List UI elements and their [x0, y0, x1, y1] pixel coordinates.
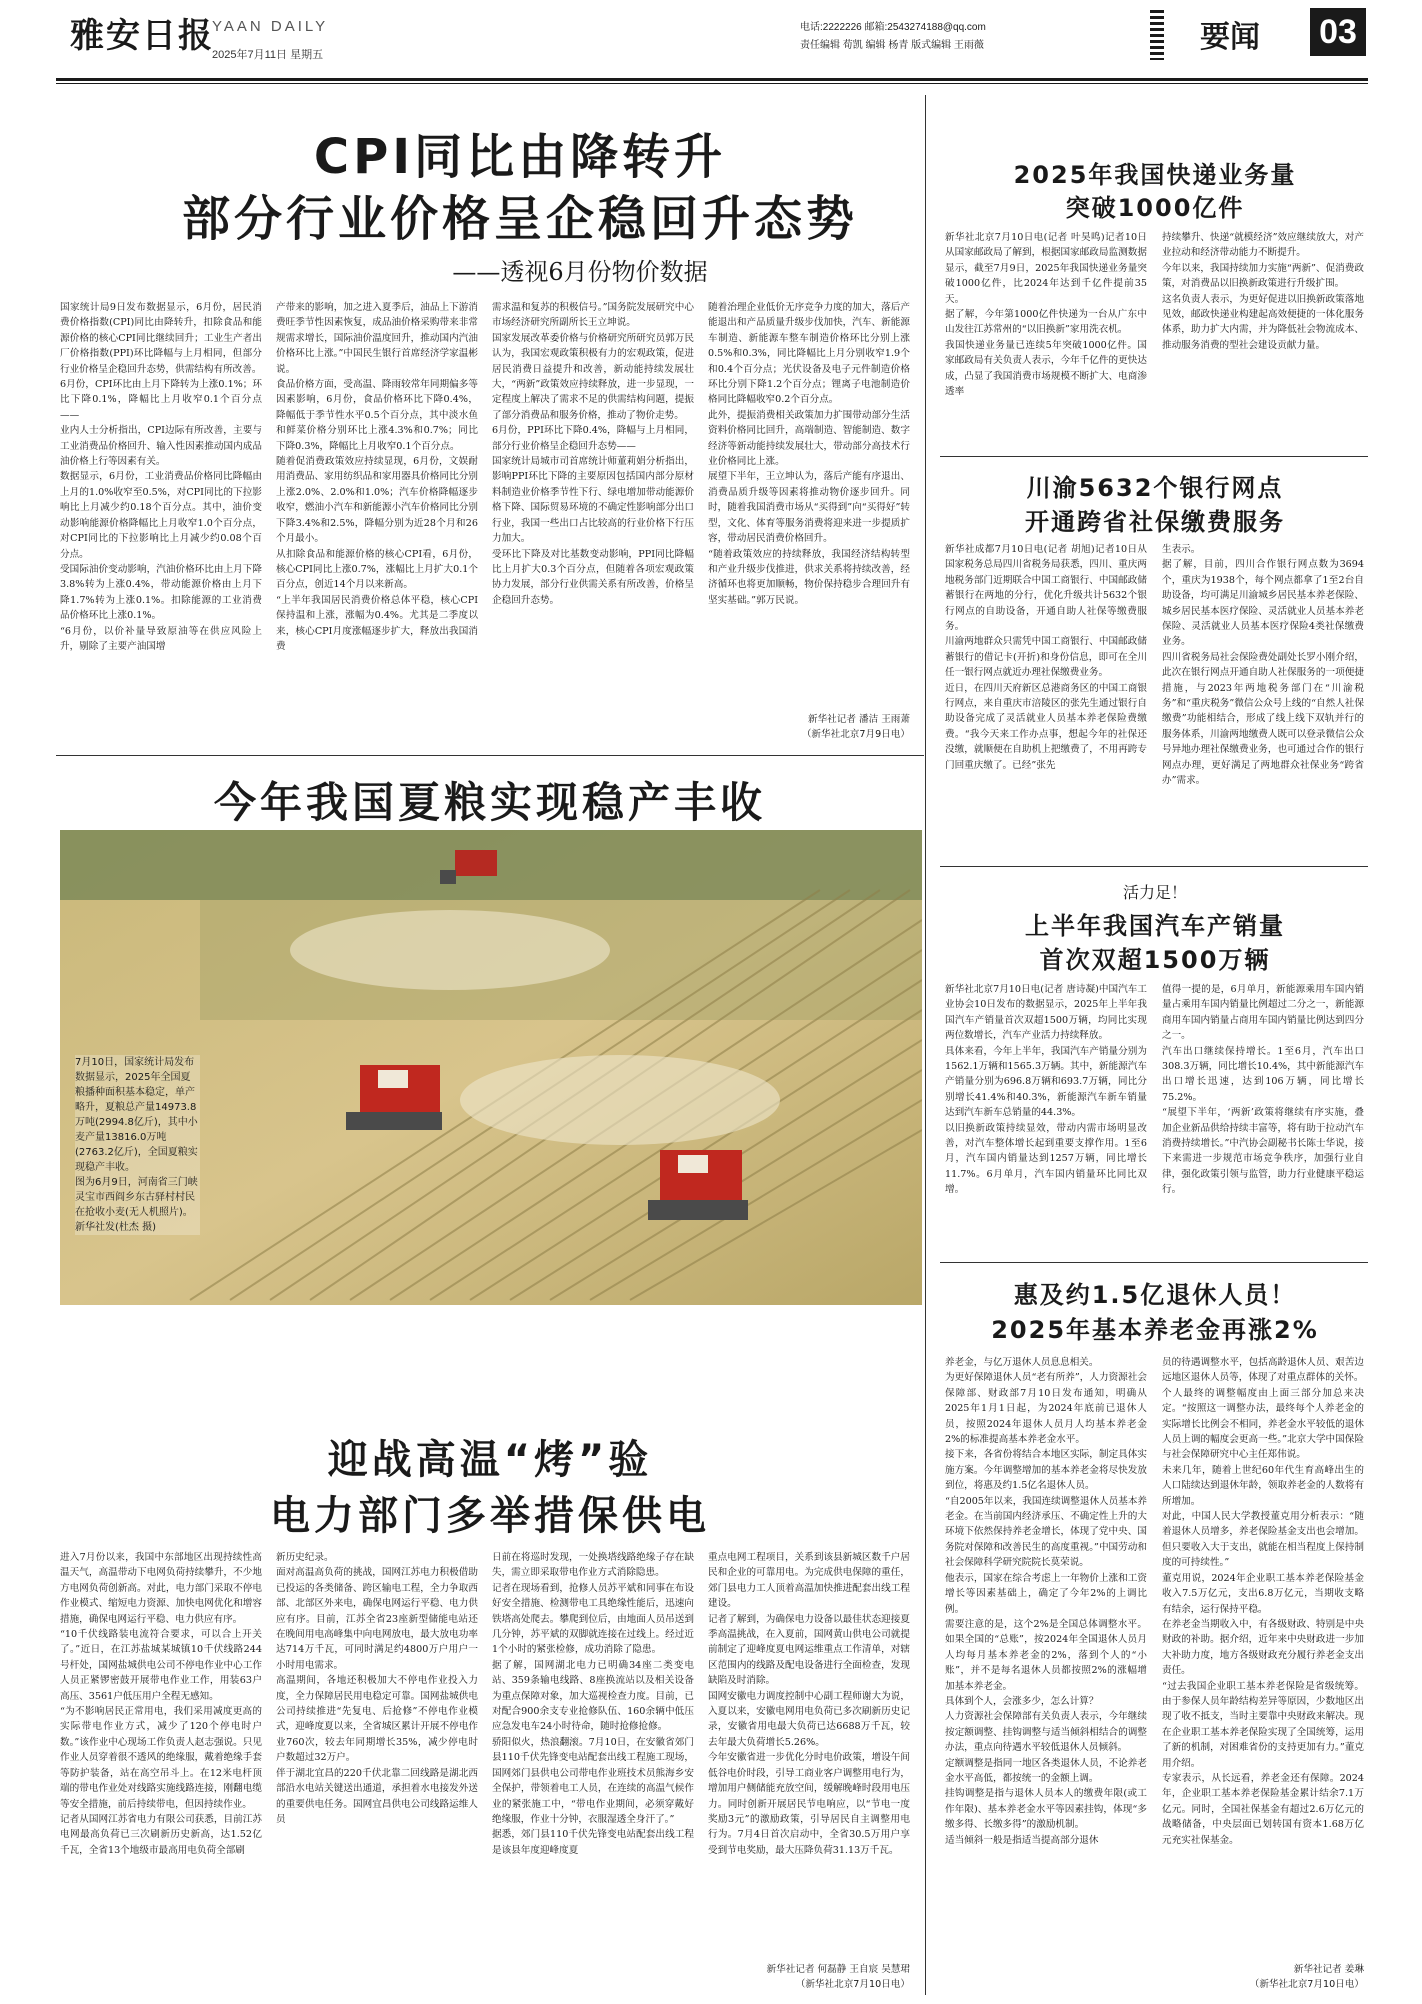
- express-column-1: 新华社北京7月10日电(记者 叶昊鸣)记者10日从国家邮政局了解到，根据国家邮政局监测数据显示，截至7月9日，2025年我国快递业务量突破1000亿件，比2024年达到千亿件提前35天。 据了解，今年第1000亿件快递为一台从广东中山发往江苏常州的“以旧换新”家用洗衣机。 我国快递业务量已连续5年突破1000亿件。国家邮政局有关负责人表示，今年千亿件的更快达成，凸显了我国消费市场规模不断扩大、电商渗透率: [945, 232, 1147, 398]
- top-rule-thin: [56, 83, 1368, 84]
- masthead-editors: 责任编辑 荀凯 编辑 杨青 版式编辑 王雨薇: [800, 40, 984, 51]
- auto-kicker: 活力足！: [1122, 883, 1187, 902]
- top-rule: [56, 78, 1368, 81]
- power-title-line1: 迎战高温“烤”验: [327, 1437, 653, 1483]
- express-bottom-rule: [940, 456, 1368, 457]
- auto-column-2: 值得一提的是，6月单月，新能源乘用车国内销量占乘用车国内销量比例超过二分之一，新能源商用车国内销量占商用车国内销量比例达到四分之一。 汽车出口继续保持增长。1至6月，汽车出口308.3万辆，同比增长10.4%，其中新能源汽车出口增长迅速，达到106万辆，同比增长75.2%。 “展望下半年，‘两新’政策将继续有序实施，叠加企业新品供给持续丰富等，将有助于拉动汽车消费持续增长。”中汽协会副秘书长陈士华说，接下来需进一步规范市场竞争秩序，加强行业自律，强化政策引领与监管，助力行业健康平稳运行。: [1162, 984, 1364, 1196]
- cpi-title-line1: CPI同比由降转升: [313, 129, 727, 185]
- masthead-english: YAAN DAILY: [212, 18, 329, 35]
- power-column-2: 新历史纪录。 面对高温高负荷的挑战，国网江苏电力积极借助已投运的各类储备、跨区输电工程，全力争取西部、北部区外来电，确保电网运行平稳、电力供应有序。目前，江苏全省23座新型储能电站还在晚间用电高峰集中向电网放电，最大放电功率达714万千瓦，可同时满足约4800万户用户一小时用电需求。 高温期间，各地还积极加大不停电作业投入力度，全力保障居民用电稳定可靠。国网盐城供电公司持续推进“先复电、后抢修”不停电作业模式，迎峰度夏以来，全省城区累计开展不停电作业760次，较去年同期增长35%，减少停电时户数超过32万户。 伴于湖北宜昌的220千伏北靠二回线路是湖北西部沿水电站关键送出通道，承担着水电接发外送的重要供电任务。国网宜昌供电公司线路运维人员: [276, 1552, 478, 1825]
- power-title-line2: 电力部门多举措保供电: [270, 1493, 710, 1539]
- cpi-column-2: 产带来的影响，加之进入夏季后，油品上下游消费旺季节性因素恢复，成品油价格采购带来非常规需求增长，国际油价温度回升，推动国内汽油价格环比上涨。”中国民生银行首席经济学家温彬说。 食品价格方面，受高温、降雨较常年同期偏多等因素影响，6月份，食品价格环比下降0.4%，降幅低于季节性水平0.5个百分点，其中淡水鱼和鲜菜价格分别环比上涨4.3%和0.7%；同比下降0.3%，降幅比上月收窄0.1个百分点。 随着促消费政策效应持续显现，6月份，文娱耐用消费品、家用纺织品和家用器具价格同比分别上涨2.0%、2.0%和1.0%；汽车价格降幅逐步收窄，燃油小汽车和新能源小汽车价格同比分别下降3.4%和2.5%，降幅分别为近28个月和26个月最小。 从扣除食品和能源价格的核心CPI看，6月份，核心CPI同比上涨0.7%，涨幅比上月扩大0.1个百分点，创近14个月以来新高。 “上半年我国居民消费价格总体平稳，核心CPI保持温和上涨，涨幅为0.4%。尤其是二季度以来，核心CPI月度涨幅逐步扩大，释放出我国消费: [276, 302, 478, 652]
- express-title-line1: 2025年我国快递业务量: [1013, 161, 1297, 189]
- masthead-contact: 电话:2222226 邮箱:2543274188@qq.com: [800, 22, 986, 33]
- auto-title-line1: 上半年我国汽车产销量: [1025, 912, 1285, 940]
- express-column-2: 持续攀升、快递“就模经济”效应继续放大，对产业拉动和经济带动能力不断提升。 今年以来，我国持续加力实施“两新”、促消费政策，对消费品以旧换新政策进行升级扩围。 这名负责人表示，为更好促进以旧换新政策落地见效，邮政快递业构建起高效便捷的一体化服务体系，助力扩大内需，并为降低社会物流成本、推动服务消费的型社会建设贡献力量。: [1162, 232, 1364, 351]
- auto-bottom-rule: [940, 1262, 1368, 1263]
- harvester-3: [648, 1150, 748, 1220]
- bank-bottom-rule: [940, 866, 1368, 867]
- cpi-title-line2: 部分行业价格呈企稳回升态势: [181, 191, 858, 247]
- section-name: 要闻: [1200, 20, 1260, 55]
- bank-title-line1: 川渝5632个银行网点: [1026, 474, 1284, 502]
- bank-column-1: 新华社成都7月10日电(记者 胡旭)记者10日从国家税务总局四川省税务局获悉，四川、重庆两地税务部门近期联合中国工商银行、中国邮政储蓄银行在两地的分行，优化升级共计5632个银行网点的自助设备，开通自助人社保等缴费服务。 川渝两地群众只需凭中国工商银行、中国邮政储蓄银行的借记卡(开折)和身份信息，即可在全川任一银行网点就近办理社保缴费业务。 近日，在四川天府新区总港商务区的中国工商银行网点，来自重庆市涪陵区的张先生通过银行自助设备完成了灵活就业人员基本养老保险费缴费。“我今天来工作办点事，想起今年的社保还没缴，就顺便在自助机上把缴费了，不用再跨专门回重庆缴了。已经”张先: [945, 544, 1147, 771]
- pension-title-line2: 2025年基本养老金再涨2%: [991, 1316, 1319, 1344]
- pension-column-1: 养老金，与亿万退休人员息息相关。 为更好保障退休人员“老有所养”，人力资源社会保障部、财政部7月10日发布通知，明确从2025年1月1日起，为2024年底前已退休人员，按照2024年退休人员月人均基本养老金2%的标准提高基本养老金水平。 接下来，各省份将结合本地区实际，制定具体实施方案。今年调整增加的基本养老金将尽快发放到位，将惠及约1.5亿名退休人员。 “自2005年以来，我国连续调整退休人员基本养老金。在当前国内经济承压、不确定性上升的大环境下依然保持养老金增长，体现了党中央、国务院对保障和改善民生的高度重视。”中国劳动和社会保障科学研究院院长莫荣说。 他表示，国家在综合考虑上一年物价上涨和工资增长等因素基础上，确定了今年2%的上调比例。 需要注意的是，这个2%是全国总体调整水平。如果全国的“总账”，按2024年全国退休人员月人均每月基本养老金的2%，落到个人的“小账”，并不是每名退休人员都按照2%的涨幅增加基本养老金。 具体到个人，会涨多少，怎么计算？ 人力资源社会保障部有关负责人表示，今年继续按定额调整、挂钩调整与适当倾斜相结合的调整办法，重点向待遇水平较低退休人员倾斜。 定额调整是指同一地区各类退休人员，不论养老金水平高低，都按统一的金额上调。 挂钩调整是指与退休人员本人的缴费年限(或工作年限)、基本养老金水平等因素挂钩，体现“多缴多得、长缴多得”的激励机制。 适当倾斜一般是指适当提高部分退休: [945, 1357, 1147, 1846]
- grain-photo-caption: 7月10日，国家统计局发布数据显示，2025年全国夏粮播种面积基本稳定，单产略升，夏粮总产量14973.8万吨(2994.8亿斤)，其中小麦产量13816.0万吨(2763.2亿斤)，全国夏粮实现稳产丰收。 图为6月9日，河南省三门峡灵宝市西阎乡东古驿村村民在抢收小麦(无人机照片)。 新华社发(杜杰 摄): [75, 1055, 200, 1235]
- power-column-3: 日前在将巡时发现，一处换塔线路绝缘子存在缺失，需立即采取带电作业方式消除隐患。 记者在现场看到，抢修人员苏平斌和同事在布设好安全措施、检测带电工具绝缘性能后，迅速向铁塔高处爬去。攀爬到位后，由地面人员吊送到几分钟，苏平斌的双脚就连接在过线上。经过近1个小时的紧张检修，成功消除了隐患。 据了解，国网湖北电力已明确34座二类变电站、359条输电线路、8座换流站以及相关设备为重点保障对象，加大巡视检查力度。目前，已对配合900余支专业抢修队伍、160余辆中低压应急发电车24小时待命，随时抢修抢修。 骄阳似火，热浪翻滚。7月10日，在安徽省郊门县110千伏先锋变电站配套出线工程施工现场，国网郊门县供电公司带电作业班技术员熊海乡安全保护，带领着电工人员，在连续的高温气候作业的紧张施工中，“带电作业期间，必须穿戴好绝缘服，作业十分钟，衣服湿透全身汗了。” 据悉，郊门县110千伏先锋变电站配套出线工程是该县年度迎峰度夏: [492, 1552, 694, 1856]
- bank-column-2: 生表示。 据了解，目前，四川合作银行网点数为3694个，重庆为1938个，每个网点都拿了1至2台自助设备，均可满足川渝城乡居民基本养老保险、城乡居民基本医疗保险、灵活就业人员基本养老保险、灵活就业人员基本医疗保险4类社保缴费业务。 四川省税务局社会保险费处副处长罗小刚介绍，此次在银行网点开通自助人社保服务的一项便捷措施，与2023年两地税务部门在“川渝税务”和“重庆税务”微信公众号上线的“自然人社保缴费”功能相结合，形成了线上线下双轨并行的服务体系，川渝两地缴费人既可以登录微信公众号异地办理社保缴费业务，也可通过合作的银行网点办理，更好满足了两地群众社保业务“跨省办”需求。: [1162, 544, 1364, 787]
- power-column-1: 进入7月份以来，我国中东部地区出现持续性高温天气，高温带动下电网负荷持续攀升，不少地方电网负荷创新高。对此，电力部门采取不停电作业模式、缩短电力资源、加快电网优化和增容措施，确保电网运行平稳、电力供应有序。 “10千伏线路装电流符合要求，可以合上开关了。”近日，在江苏盐城某城镇10千伏线路244号杆处，国网盐城供电公司不停电作业中心工作人员正紧锣密鼓开展带电作业工作，用装63户高压、3561户低压用户全程无感知。 “为不影响居民正常用电，我们采用减度更高的实际带电作业方式，减少了120个停电时户数。”该作业中心现场工作负责人赵志强说。只见作业人员穿着很不透风的绝缘服，戴着绝缘手套等防护装备，站在高空吊斗上。在12米电杆顶端的带电作业处对线路实施线路连接，刚翻电缆等安全措施，前后持续带电，但因持续作业。 记者从国网江苏省电力有限公司获悉，目前江苏电网最高负荷已三次刷新历史新高，达1.52亿千瓦，全省13个地级市最高用电负荷全部刷: [60, 1552, 262, 1856]
- express-title-line2: 突破1000亿件: [1065, 194, 1245, 222]
- cpi-subtitle: ——透视6月份物价数据: [452, 258, 708, 286]
- cpi-column-4: 随着治理企业低价无序竞争力度的加大，落后产能退出和产品质量升级步伐加快，汽车、新能源车制造、新能源车整车制造价格环比分别上涨0.5%和0.3%，同比降幅比上月分别收窄1.9个和0.4个百分点；光伏设备及电子元件制造价格环比分别下降1.2个百分点；锂离子电池制造价格同比降幅收窄0.2个百分点。 此外，提振消费相关政策加力扩围带动部分生活资料价格同比回升，高端制造、智能制造、数字经济等新动能持续发展壮大，带动部分高技术行业价格同比上涨。 展望下半年，王立坤认为，落后产能有序退出、消费品质升级等因素将推动物价逐步回升。同时，随着我国消费市场从“买得到”向“买得好”转型，文化、体育等服务消费将迎来进一步提质扩容，带动居民消费价格回升。 “随着政策效应的持续释放，我国经济结构转型和产业升级步伐推进，供求关系将持续改善，经济循环也将更加顺畅，物价保持稳步合理回升有坚实基础。”郭万民说。: [708, 302, 910, 606]
- bank-title-line2: 开通跨省社保缴费服务: [1025, 508, 1285, 536]
- cpi-column-3: 需求温和复苏的积极信号。”国务院发展研究中心市场经济研究所副所长王立坤说。 国家发展改革委价格与价格研究所研究员郭万民认为，我国宏观政策积极有力的宏观政策，促进居民消费日益提升和改善，新动能持续发展壮大，“两新”政策效应持续释放，进一步显现，一定程度上解决了需求不足的供需结构问题，提振了部分消费品和服务价格，推动了物价走势。 6月份，PPI环比下降0.4%，降幅与上月相同，部分行业价格呈企稳回升态势—— 国家统计局城市司首席统计师董莉娟分析指出，影响PPI环比下降的主要原因包括国内部分原材料制造业价格季节性下行、绿电增加带动能源价格下降、国际贸易环境的不确定性影响部分出口行业，我国一些出口占比较高的行业价格下行压力加大。 受环比下降及对比基数变动影响，PPI同比降幅比上月扩大0.3个百分点，但随着各项宏观政策协力发展，部分行业供需关系有所改善，价格呈企稳回升态势。: [492, 302, 694, 606]
- power-column-4: 重点电网工程项目，关系到该县新城区数千户居民和企业的可靠用电。为完成供电保障的重任，郊门县电力工人顶着高温加快推进配套出线工程建设。 记者了解到，为确保电力设备以最佳状态迎接夏季高温挑战，在入夏前，国网黄山供电公司就提前制定了迎峰度夏电网运维重点工作清单，对辖区范围内的线路及配电设备进行全面检查，发现缺陷及时消除。 国网安徽电力调度控制中心副工程师谢大为说，入夏以来，安徽电网用电负荷已多次刷新历史记录，安徽省用电最大负荷已达6688万千瓦，较去年最大负荷增长5.26%。 今年安徽省进一步优化分时电价政策，增设午间低谷电价时段，引导工商业客户调整用电行为，增加用户侧储能充放空间，缓解晚峰时段用电压力。同时创新开展居民节电响应，以“节电一度奖励3元”的激励政策，引导居民自主调整用电行为。7月4日首次启动中，全省30.5万用户享受到节电奖励，最大压降负荷31.13万千瓦。: [708, 1552, 910, 1856]
- cpi-byline: 新华社记者 潘洁 王雨萧 （新华社北京7月9日电）: [801, 714, 910, 740]
- cpi-column-1: 国家统计局9日发布数据显示，6月份，居民消费价格指数(CPI)同比由降转升，扣除食品和能源价格的核心CPI同比继续回升；工业生产者出厂价格指数(PPI)环比降幅与上月相同，但部分行业价格呈企稳回升态势，供需结构有所改善。 6月份，CPI环比由上月下降转为上涨0.1%；环比下降0.1%，降幅比上月收窄0.1个百分点—— 业内人士分析指出，CPI边际有所改善，主要与工业消费品价格回升、输入性因素推动国内成品油价格上行等因素有关。 数据显示，6月份，工业消费品价格同比降幅由上月的1.0%收窄至0.5%，对CPI同比的下拉影响比上月减少约0.18个百分点。其中，油价变动影响能源价格降幅比上月收窄1.0个百分点，对CPI同比的下拉影响比上月减少约0.08个百分点。 受国际油价变动影响，汽油价格环比由上月下降3.8%转为上涨0.4%，带动能源价格由上月下降1.7%转为上涨0.1%。扣除能源的工业消费品价格环比上涨0.1%。 “6月份，以价补量导致原油等在供应风险上升，剔除了主要产油国增: [60, 302, 262, 652]
- cpi-bottom-rule: [56, 755, 924, 756]
- main-column-divider: [925, 95, 926, 1995]
- masthead-date: 2025年7月11日 星期五: [212, 49, 324, 61]
- grain-title: 今年我国夏粮实现稳产丰收: [213, 778, 766, 827]
- power-byline: 新华社记者 何磊静 王自宸 吴慧珺 （新华社北京7月10日电）: [766, 1964, 910, 1990]
- masthead-ornament: [1150, 10, 1164, 60]
- masthead-logo: 雅安日报: [70, 16, 214, 56]
- pension-title-line1: 惠及约1.5亿退休人员！: [1013, 1281, 1297, 1309]
- pension-byline: 新华社记者 姜琳 （新华社北京7月10日电）: [1249, 1964, 1364, 1990]
- auto-title-line2: 首次双超1500万辆: [1039, 946, 1271, 974]
- page-number: 03: [1310, 8, 1366, 56]
- harvester-2: [346, 1065, 442, 1130]
- auto-column-1: 新华社北京7月10日电(记者 唐诗凝)中国汽车工业协会10日发布的数据显示，2025年上半年我国汽车产销量首次双超1500万辆，均同比实现两位数增长，汽车产业活力持续释放。 具体来看，今年上半年，我国汽车产销量分别为1562.1万辆和1565.3万辆。其中，新能源汽车产销量分别为696.8万辆和693.7万辆，同比分别增长41.4%和40.3%，新能源汽车新车销量达到汽车新车总销量的44.3%。 以旧换新政策持续显效，带动内需市场明显改善，对汽车整体增长起到重要支撑作用。1至6月，汽车国内销量达到1257万辆，同比增长11.7%。6月单月，汽车国内销量环比同比双增。: [945, 984, 1147, 1196]
- pension-column-2: 员的待遇调整水平，包括高龄退休人员、艰苦边远地区退休人员等，体现了对重点群体的关怀。 个人最终的调整幅度由上面三部分加总来决定。“按照这一调整办法，最终每个人养老金的实际增长比例会不相同，养老金水平较低的退休人员上调的幅度会更高一些。”北京大学中国保险与社会保障研究中心主任郑伟说。 未来几年，随着上世纪60年代生育高峰出生的人口陆续达到退休年龄，领取养老金的人数将有所增加。 对此，中国人民大学教授董克用分析表示：“随着退休人员增多，养老保险基金支出也会增加。但只要收入大于支出，就能在相当程度上保持制度的可持续性。” 董克用说，2024年企业职工基本养老保险基金收入7.5万亿元，支出6.8万亿元，当期收支略有结余，运行保持平稳。 在养老金当期收入中，有各级财政、特别是中央财政的补助。据介绍，近年来中央财政进一步加大补助力度，地方各级财政充分履行养老金支出责任。 “过去我国企业职工基本养老保险是省级统筹。由于参保人员年龄结构差异等原因，少数地区出现了收不抵支，当时主要靠中央财政来解决。现在企业职工基本养老保险实现了全国统筹，运用了新的机制，对困难省份的支持更加有力。”董克用介绍。 专家表示，从长远看，养老金还有保障。2024年，企业职工基本养老保险基金累计结余7.1万亿元。同时，全国社保基金有超过2.6万亿元的战略储备，中央层面已划转国有资本1.68万亿元充实社保基金。: [1162, 1357, 1364, 1846]
